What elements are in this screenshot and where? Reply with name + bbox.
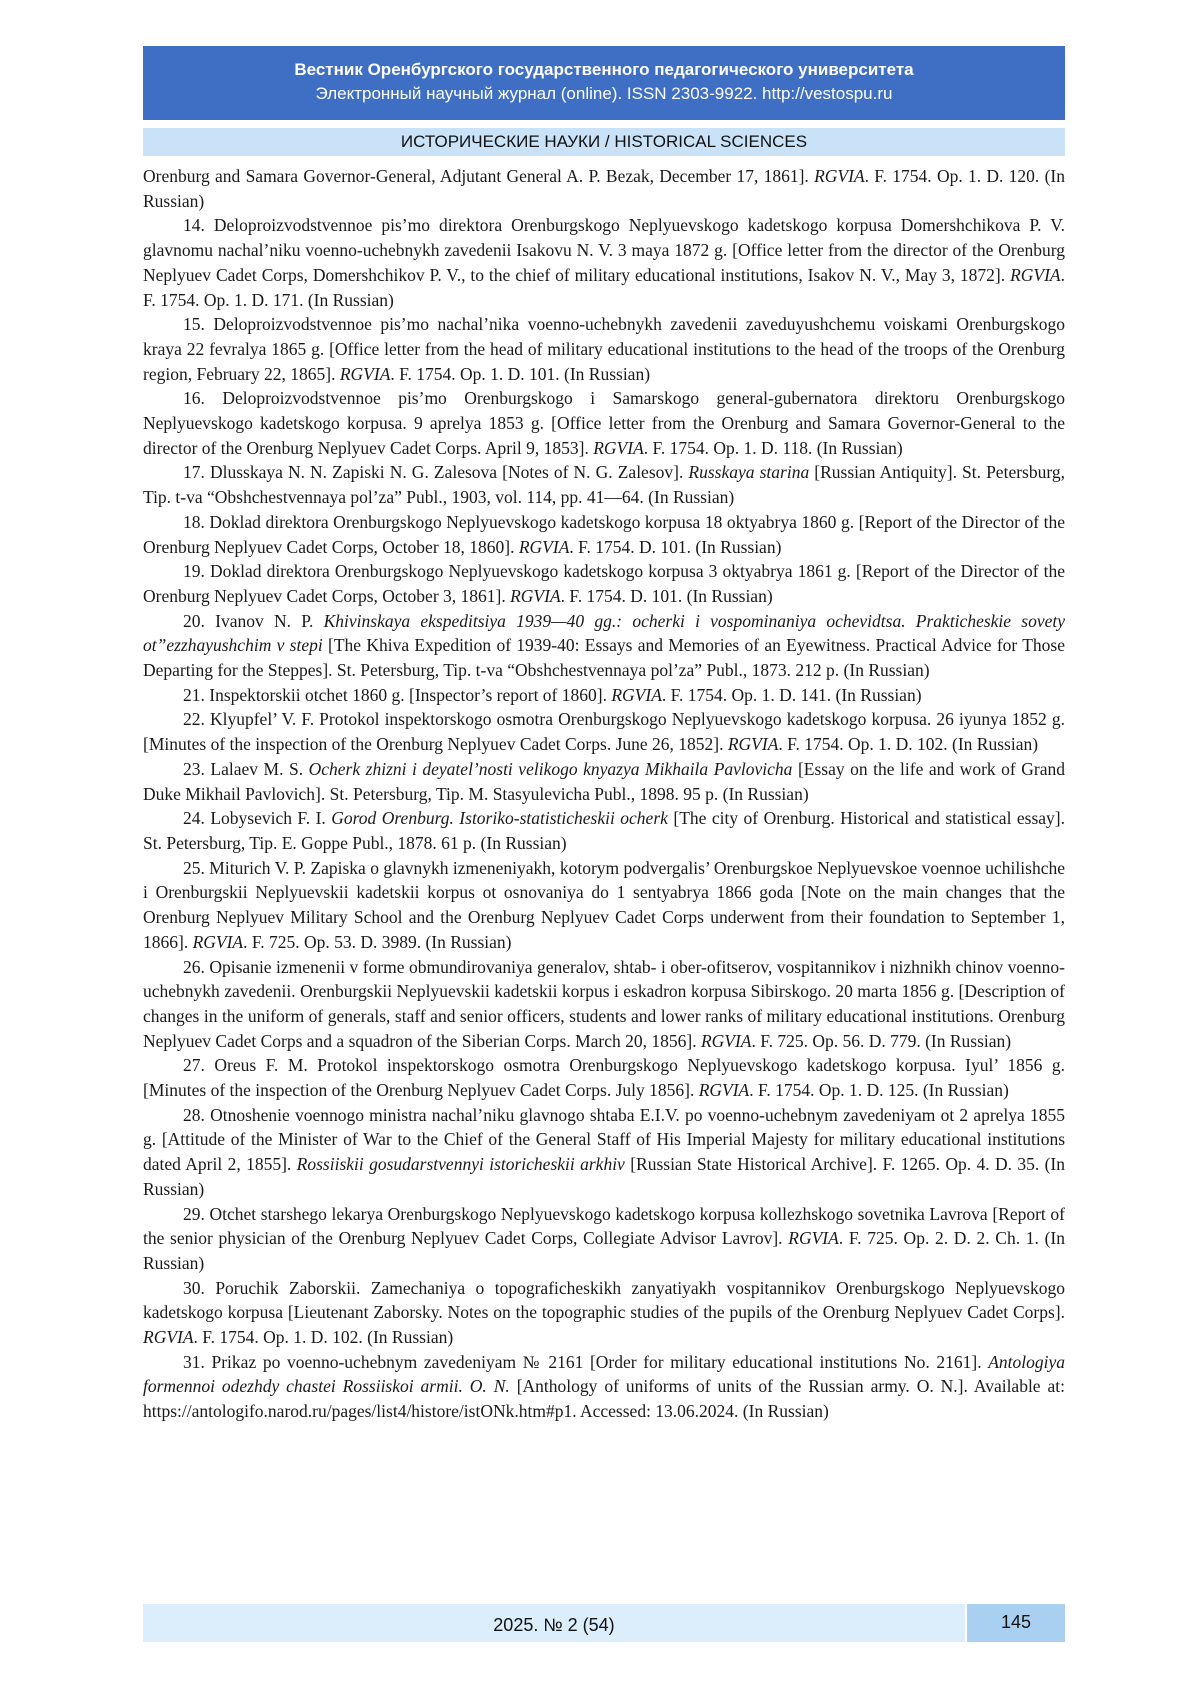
reference-item: Orenburg and Samara Governor-General, Adjutant General A. P. Bezak, December 17, 1861]. RGVIA. F. 1754. Op. 1. D. 120. (In Russian) <box>143 166 1065 211</box>
page-number: 145 <box>967 1604 1065 1642</box>
reference-item: 18. Doklad direktora Orenburgskogo Neplyuevskogo kadetskogo korpusa 18 oktyabrya 1860 g. [Report of the Director of the Orenburg Neplyuev Cadet Corps, October 18, 1860]. RGVIA. F. 1754. D. 101. (In Russian) <box>143 511 1065 557</box>
reference-list <box>143 164 1065 1424</box>
journal-subtitle: Электронный научный журнал (online). ISSN 2303-9922. http://vestospu.ru <box>315 84 893 103</box>
reference-item: 28. Otnoshenie voennogo ministra nachal’niku glavnogo shtaba E.I.V. po voenno-uchebnym zavedeniyam ot 2 aprelya 1855 g. [Attitude of the Minister of War to the Chief of the General Staff of His Imperial Majesty for military educational institutions dated April 2, 1855]. Rossiiskii gosudarstvennyi istoricheskii arkhiv [Russian State Historical Archive]. F. 1265. Op. 4. D. 35. (In Russian) <box>143 1104 1065 1199</box>
section-heading: ИСТОРИЧЕСКИЕ НАУКИ / HISTORICAL SCIENCES <box>143 128 1065 156</box>
reference-item: 25. Miturich V. P. Zapiska o glavnykh izmeneniyakh, kotorym podvergalis’ Orenburgskoe Neplyuevskoe voennoe uchilishche i Orenburgskii Neplyuevskii kadetskii korpus ot osnovaniya do 1 sentyabrya 1866 goda [Note on the main changes that the Orenburg Neplyuev Military School and the Orenburg Neplyuev Cadet Corps underwent from their foundation to September 1, 1866]. RGVIA. F. 725. Op. 53. D. 3989. (In Russian) <box>143 857 1065 952</box>
reference-item: 27. Oreus F. M. Protokol inspektorskogo osmotra Orenburgskogo Neplyuevskogo kadetskogo korpusa. Iyul’ 1856 g. [Minutes of the inspection of the Orenburg Neplyuev Cadet Corps. July 1856]. RGVIA. F. 1754. Op. 1. D. 125. (In Russian) <box>143 1055 1065 1101</box>
reference-item: 31. Prikaz po voenno-uchebnym zavedeniyam № 2161 [Order for military educational institutions No. 2161]. Antologiya formennoi odezhdy chastei Rossiiskoi armii. O. N. [Anthology of uniforms of units of the Russian army. O. N.]. Available at: https://antologifo.narod.ru/pages/list4/histore/istONk.htm#p1. Accessed: 13.06.2024. (In Russian) <box>143 1351 1065 1422</box>
reference-item: 17. Dlusskaya N. N. Zapiski N. G. Zalesova [Notes of N. G. Zalesov]. Russkaya starina [Russian Antiquity]. St. Petersburg, Tip. t-va “Obshchestvennaya pol’za” Publ., 1903, vol. 114, pp. 41—64. (In Russian) <box>143 462 1065 508</box>
footer-issue: 2025. № 2 (54) <box>143 1604 965 1642</box>
reference-item: 14. Deloproizvodstvennoe pis’mo direktora Orenburgskogo Neplyuevskogo kadetskogo korpusa Domershchikova P. V. glavnomu nachal’niku voenno-uchebnykh zavedenii Isakovu N. V. 3 maya 1872 g. [Office letter from the director of the Orenburg Neplyuev Cadet Corps, Domershchikov P. V., to the chief of military educational institutions, Isakov N. V., May 3, 1872]. RGVIA. F. 1754. Op. 1. D. 171. (In Russian) <box>143 215 1065 310</box>
reference-item: 15. Deloproizvodstvennoe pis’mo nachal’nika voenno-uchebnykh zavedenii zaveduyushchemu voiskami Orenburgskogo kraya 22 fevralya 1865 g. [Office letter from the head of military educational institutions to the head of the troops of the Orenburg region, February 22, 1865]. RGVIA. F. 1754. Op. 1. D. 101. (In Russian) <box>143 314 1065 384</box>
reference-item: 19. Doklad direktora Orenburgskogo Neplyuevskogo kadetskogo korpusa 3 oktyabrya 1861 g. [Report of the Director of the Orenburg Neplyuev Cadet Corps, October 3, 1861]. RGVIA. F. 1754. D. 101. (In Russian) <box>143 561 1065 606</box>
reference-item: 22. Klyupfel’ V. F. Protokol inspektorskogo osmotra Orenburgskogo Neplyuevskogo kadetskogo korpusa. 26 iyunya 1852 g. [Minutes of the inspection of the Orenburg Neplyuev Cadet Corps. June 26, 1852]. RGVIA. F. 1754. Op. 1. D. 102. (In Russian) <box>143 709 1065 755</box>
reference-item: 29. Otchet starshego lekarya Orenburgskogo Neplyuevskogo kadetskogo korpusa kollezhskogo sovetnika Lavrova [Report of the senior physician of the Orenburg Neplyuev Cadet Corps, Collegiate Advisor Lavrov]. RGVIA. F. 725. Op. 2. D. 2. Ch. 1. (In Russian) <box>143 1203 1066 1273</box>
journal-header <box>143 46 1065 120</box>
reference-item: 16. Deloproizvodstvennoe pis’mo Orenburgskogo i Samarskogo general-gubernatora direktoru Orenburgskogo Neplyuevskogo kadetskogo korpusa. 9 aprelya 1853 g. [Office letter from the Orenburg and Samara Governor-General to the director of the Orenburg Neplyuev Cadet Corps. April 9, 1853]. RGVIA. F. 1754. Op. 1. D. 118. (In Russian) <box>143 388 1065 458</box>
reference-item: 21. Inspektorskii otchet 1860 g. [Inspector’s report of 1860]. RGVIA. F. 1754. Op. 1. D. 141. (In Russian) <box>183 684 922 705</box>
reference-item: 24. Lobysevich F. I. Gorod Orenburg. Istoriko-statisticheskii ocherk [The city of Orenburg. Historical and statistical essay]. St. Petersburg, Tip. E. Goppe Publ., 1878. 61 p. (In Russian) <box>143 808 1065 853</box>
reference-item: 23. Lalaev M. S. Ocherk zhizni i deyatel’nosti velikogo knyazya Mikhaila Pavlovicha [Essay on the life and work of Grand Duke Mikhail Pavlovich]. St. Petersburg, Tip. M. Stasyulevicha Publ., 1898. 95 p. (In Russian) <box>143 758 1065 804</box>
reference-item: 26. Opisanie izmenenii v forme obmundirovaniya generalov, shtab- i ober-ofitserov, vospitannikov i nizhnikh chinov voenno-uchebnykh zavedenii. Orenburgskii Neplyuevskii kadetskii korpus i eskadron korpusa Sibirskogo. 20 marta 1856 g. [Description of changes in the uniform of generals, staff and senior officers, students and lower ranks of military educational institutions. Orenburg Neplyuev Cadet Corps and a squadron of the Siberian Corps. March 20, 1856]. RGVIA. F. 725. Op. 56. D. 779. (In Russian) <box>143 956 1065 1051</box>
journal-title: Вестник Оренбургского государственного педагогического университета <box>294 60 914 79</box>
reference-item: 30. Poruchik Zaborskii. Zamechaniya o topograficheskikh zanyatiyakh vospitannikov Orenburgskogo Neplyuevskogo kadetskogo korpusa [Lieutenant Zaborsky. Notes on the topographic studies of the pupils of the Orenburg Neplyuev Cadet Corps]. RGVIA. F. 1754. Op. 1. D. 102. (In Russian) <box>143 1277 1065 1348</box>
reference-item: 20. Ivanov N. P. Khivinskaya ekspeditsiya 1939—40 gg.: ocherki i vospominaniya ochevidtsa. Prakticheskie sovety ot”ezzhayushchim v stepi [The Khiva Expedition of 1939-40: Essays and Memories of an Eyewitness. Practical Advice for Those Departing for the Steppes]. St. Petersburg, Tip. t-va “Obshchestvennaya pol’za” Publ., 1873. 212 p. (In Russian) <box>143 610 1066 681</box>
